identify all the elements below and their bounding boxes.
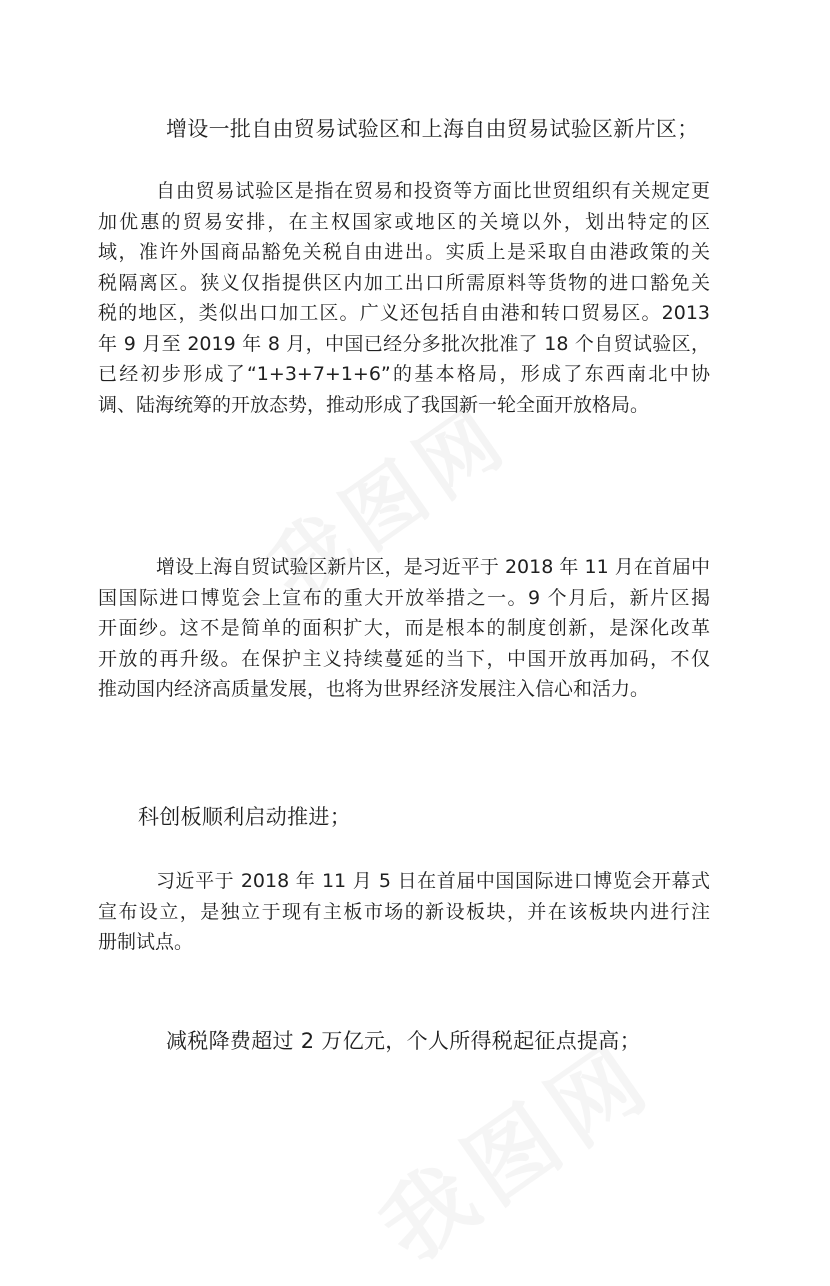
text-line: 税隔离区。狭义仅指提供区内加工出口所需原料等货物的进口豁免关 <box>98 271 710 294</box>
section-heading-star-market: 科创板顺利启动推进； <box>138 805 351 829</box>
text-line: 开放的再升级。在保护主义持续蔓延的当下，中国开放再加码，不仅 <box>98 647 710 670</box>
text-line: 增设上海自贸试验区新片区，是习近平于 2018 年 11 月在首届中 <box>156 556 710 578</box>
paragraph-ftz-definition <box>98 176 710 420</box>
text-line: 已经初步形成了“1+3+7+1+6”的基本格局，形成了东西南北中协 <box>98 363 710 385</box>
text-line: 调、陆海统筹的开放态势，推动形成了我国新一轮全面开放格局。 <box>98 393 650 416</box>
text-line: 开面纱。这不是简单的面积扩大，而是根本的制度创新，是深化改革 <box>98 617 710 639</box>
text-line: 加优惠的贸易安排，在主权国家或地区的关境以外，划出特定的区 <box>98 210 710 233</box>
text-line: 推动国内经济高质量发展，也将为世界经济发展注入信心和活力。 <box>98 678 650 700</box>
text-line: 宣布设立，是独立于现有主板市场的新设板块，并在该板块内进行注 <box>98 900 710 923</box>
text-line: 册制试点。 <box>98 931 194 953</box>
text-line: 年 9 月至 2019 年 8 月，中国已经分多批次批准了 18 个自贸试验区， <box>98 332 710 355</box>
text-line: 税的地区，类似出口加工区。广义还包括自由港和转口贸易区。2013 <box>98 302 710 324</box>
paragraph-star-market <box>98 866 710 958</box>
text-line: 域，准许外国商品豁免关税自由进出。实质上是采取自由港政策的关 <box>98 241 710 263</box>
text-line: 国国际进口博览会上宣布的重大开放举措之一。9 个月后，新片区揭 <box>98 586 710 609</box>
section-heading-ftz: 增设一批自由贸易试验区和上海自由贸易试验区新片区； <box>166 117 699 141</box>
text-line: 自由贸易试验区是指在贸易和投资等方面比世贸组织有关规定更 <box>156 180 710 202</box>
text-line: 习近平于 2018 年 11 月 5 日在首届中国国际进口博览会开幕式 <box>156 870 710 892</box>
paragraph-shanghai-new-area <box>98 552 710 705</box>
section-heading-tax-cut: 减税降费超过 2 万亿元，个人所得税起征点提高； <box>166 1029 641 1053</box>
